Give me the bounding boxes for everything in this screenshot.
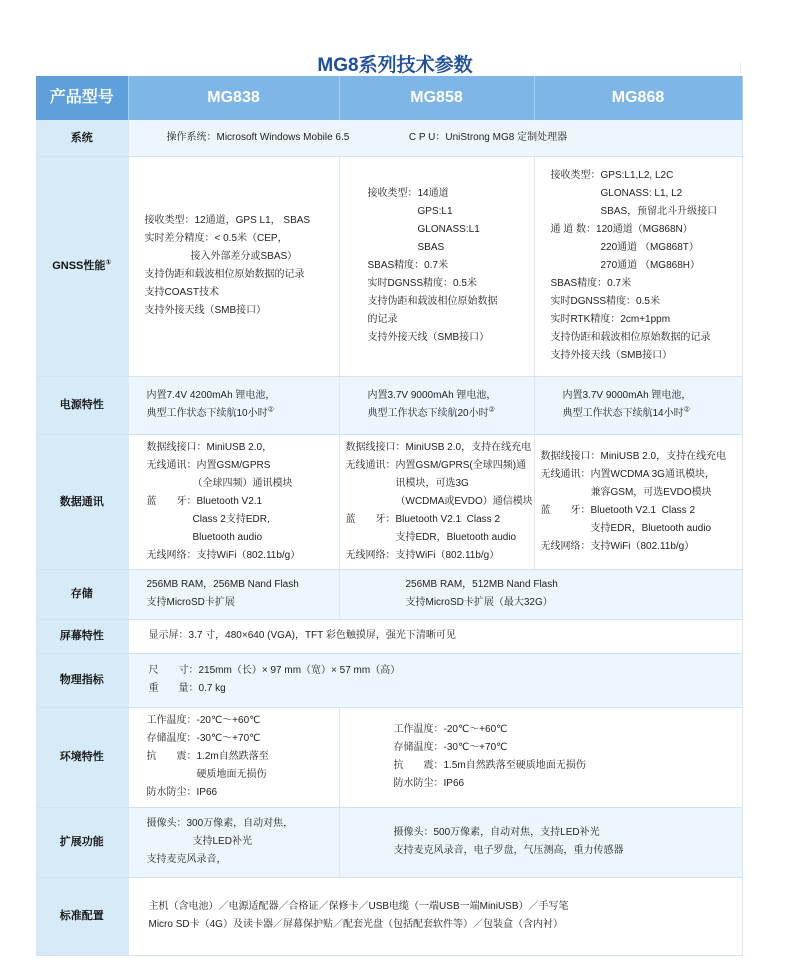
- storage-mg838: 256MB RAM，256MB Nand Flash 支持MicroSD卡扩展: [128, 569, 339, 619]
- expansion-mg838: 摄像头：300万像素，自动对焦， 支持LED补光 支持麦克风录音，: [128, 807, 339, 877]
- row-label-expansion: 扩展功能: [36, 807, 128, 877]
- row-label-system: 系统: [36, 120, 128, 156]
- system-os: 操作系统：Microsoft Windows Mobile 6.5: [166, 131, 350, 143]
- environment-mg838: 工作温度：-20℃～+60℃ 存储温度：-30℃～+70℃ 抗 震：1.2m自然跌落至 硬质地面无损伤 防水防尘：IP66: [128, 707, 339, 807]
- system-cpu: C P U：UniStrong MG8 定制处理器: [408, 131, 568, 143]
- comm-mg838: 数据线接口：MiniUSB 2.0， 无线通讯：内置GSM/GPRS （全球四频）通讯模块 蓝 牙：Bluetooth V2.1 Class 2支持EDR, Bluetooth audio 无线网络：支持WiFi（802.11b/g）: [128, 434, 339, 569]
- table-header-row: [36, 76, 742, 120]
- system-cell: [128, 120, 742, 156]
- table-row: [36, 707, 742, 807]
- row-label-power: 电源特性: [36, 376, 128, 434]
- comm-mg858: 数据线接口：MiniUSB 2.0，支持在线充电 无线通讯：内置GSM/GPRS(全球四频)通 讯模块，可选3G （WCDMA或EVDO）通信模块 蓝 牙：Bluetooth V2.1 Class 2 支持EDR，Bluetooth audio 无线网络：支持WiFi（802.11b/g）: [339, 434, 534, 569]
- row-label-screen: 屏幕特性: [36, 619, 128, 653]
- physical-size: 尺 寸：215mm（长）× 97 mm（宽）× 57 mm（高）: [148, 665, 401, 676]
- header-model-mg838: MG838: [128, 76, 339, 120]
- spec-table: [36, 76, 743, 956]
- physical-weight: 重 量：0.7 kg: [148, 683, 226, 694]
- expansion-mg858-868: 摄像头：500万像素，自动对焦，支持LED补光 支持麦克风录音，电子罗盘，气压测高，重力传感器: [339, 807, 742, 877]
- row-label-gnss: GNSS性能①: [36, 156, 128, 376]
- table-row: [36, 807, 742, 877]
- physical-cell: [128, 653, 742, 707]
- environment-mg858-868: 工作温度：-20℃～+60℃ 存储温度：-30℃～+70℃ 抗 震：1.5m自然跌落至硬质地面无损伤 防水防尘：IP66: [339, 707, 742, 807]
- row-label-comm: 数据通讯: [36, 434, 128, 569]
- table-row: [36, 120, 742, 156]
- screen-cell: 显示屏：3.7 寸，480×640 (VGA)，TFT 彩色触摸屏，强光下清晰可见: [128, 619, 742, 653]
- header-model-mg858: MG858: [339, 76, 534, 120]
- power-mg858: 内置3.7V 9000mAh 锂电池， 典型工作状态下续航20小时②: [339, 376, 534, 434]
- row-label-environment: 环境特性: [36, 707, 128, 807]
- gnss-mg868: 接收类型：GPS:L1,L2, L2C GLONASS: L1, L2 SBAS，预留北斗升级接口 通 道 数：120通道（MG868N） 220通道 （MG868T） 270通道 （MG868H） SBAS精度：0.7米 实时DGNSS精度：0.5米 实时RTK精度：2cm+1ppm 支持伪距和载波相位原始数据的记录 支持外接天线（SMB接口）: [534, 156, 742, 376]
- row-label-standard: 标准配置: [36, 877, 128, 955]
- standard-cell: [128, 877, 742, 955]
- table-row: [36, 434, 742, 569]
- power-mg868: 内置3.7V 9000mAh 锂电池， 典型工作状态下续航14小时②: [534, 376, 742, 434]
- standard-line-2: Micro SD卡（4G）及读卡器／屏幕保护贴／配套光盘（包括配套软件等）／包装盒（含内衬）: [148, 919, 563, 930]
- row-label-storage: 存储: [36, 569, 128, 619]
- comm-mg868: 数据线接口：MiniUSB 2.0，支持在线充电 无线通讯：内置WCDMA 3G通讯模块， 兼容GSM，可选EVDO模块 蓝 牙：Bluetooth V2.1 Class 2 支持EDR，Bluetooth audio 无线网络：支持WiFi（802.11b/g）: [534, 434, 742, 569]
- table-row: [36, 156, 742, 376]
- table-row: [36, 653, 742, 707]
- standard-line-1: 主机（含电池）／电源适配器／合格证／保修卡／USB电缆（一端USB一端MiniUSB）／手写笔: [148, 901, 569, 912]
- header-model-mg868: MG868: [534, 76, 742, 120]
- gnss-mg838: 接收类型：12通道，GPS L1， SBAS 实时差分精度：< 0.5米（CEP， 接入外部差分或SBAS） 支持伪距和载波相位原始数据的记录 支持COAST技术 支持外接天线（SMB接口）: [128, 156, 339, 376]
- table-row: [36, 877, 742, 955]
- header-label: 产品型号: [36, 76, 128, 120]
- storage-mg858-868: 256MB RAM，512MB Nand Flash 支持MicroSD卡扩展（最大32G）: [339, 569, 742, 619]
- table-row: [36, 569, 742, 619]
- table-row: [36, 376, 742, 434]
- table-row: [36, 619, 742, 653]
- gnss-mg858: 接收类型：14通道 GPS:L1 GLONASS:L1 SBAS SBAS精度：0.7米 实时DGNSS精度：0.5米 支持伪距和载波相位原始数据 的记录 支持外接天线（SMB接口）: [339, 156, 534, 376]
- row-label-physical: 物理指标: [36, 653, 128, 707]
- page-title: MG8系列技术参数: [317, 55, 473, 76]
- power-mg838: 内置7.4V 4200mAh 锂电池， 典型工作状态下续航10小时②: [128, 376, 339, 434]
